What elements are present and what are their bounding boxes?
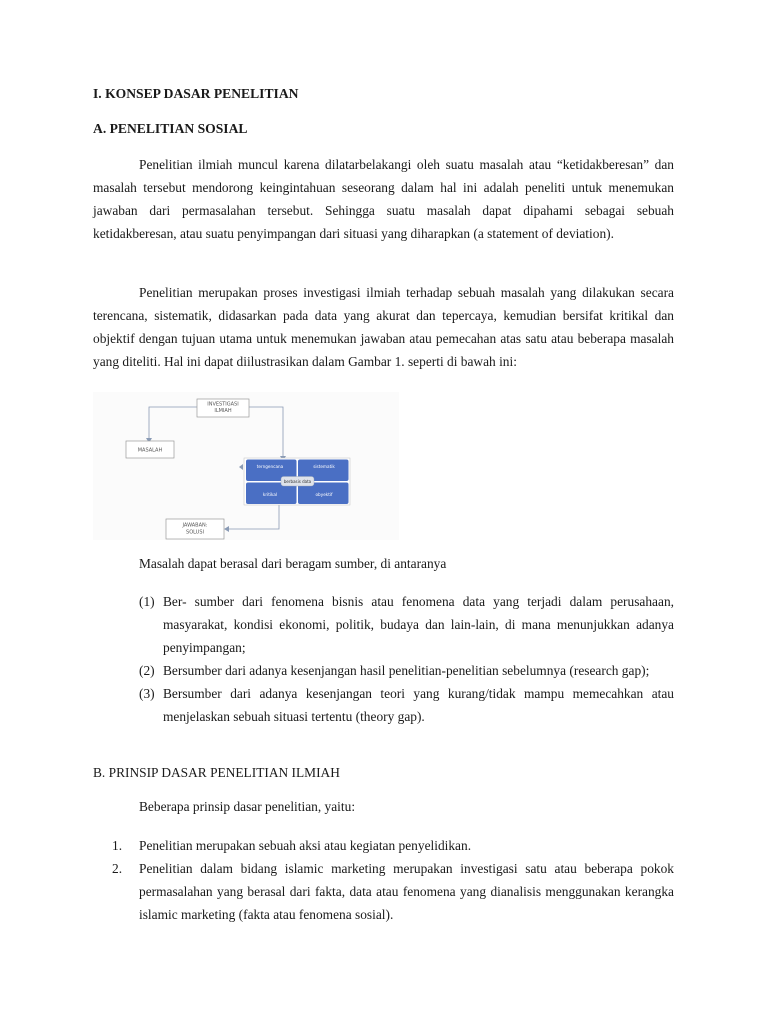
- investigasi-label: INVESTIGASI: [207, 401, 239, 408]
- principles-list: [112, 834, 674, 926]
- jawaban-solusi-box: [166, 519, 224, 539]
- jawaban-label: JAWABAN:: [182, 522, 208, 529]
- masalah-box: [126, 441, 174, 458]
- cell-kritikal-label: kritikal: [262, 492, 278, 497]
- research-diagram: [93, 392, 399, 540]
- center-label: berbasis data: [283, 479, 312, 484]
- section-heading-a: A. PENELITIAN SOSIAL: [93, 121, 248, 136]
- paragraph-1-text: Penelitian ilmiah muncul karena dilatarbelakangi oleh suatu masalah atau “ketidakberesan” dan masalah tersebut mendorong keingintahuan seseorang dalam hal ini adalah peneliti untuk menemukan jawaban dari permasalahan tersebut. Sehingga suatu masalah dapat dipahami sebagai sebuah ketidakberesan, atau suatu penyimpangan dari situasi yang diharapkan (a statement of deviation).: [93, 157, 674, 241]
- list-item: [139, 590, 674, 659]
- list-item-text: Ber- sumber dari fenomena bisnis atau fenomena data yang terjadi dalam perusahaan, masyarakat, kondisi ekonomi, politik, budaya dan lain-lain, di mana menunjukkan adanya penyimpangan;: [163, 594, 674, 655]
- solusi-label: SOLUSI: [186, 529, 204, 536]
- section-heading-b: B. PRINSIP DASAR PENELITIAN ILMIAH: [93, 765, 340, 780]
- list-item-number: 1.: [112, 838, 123, 853]
- principles-intro: Beberapa prinsip dasar penelitian, yaitu:: [139, 799, 356, 814]
- list-item-text: Penelitian dalam bidang islamic marketing merupakan investigasi satu atau beberapa pokok permasalahan yang berasal dari fakta, data atau fenomena yang dianalisis menggunakan kerangka islamic marketing (fakta atau fenomena sosial).: [139, 861, 674, 922]
- investigasi-ilmiah-box: [197, 399, 249, 417]
- list-item: [139, 682, 674, 728]
- cell-sistematik-label: sistematik: [313, 464, 335, 469]
- ilmiah-label: ILMIAH: [214, 408, 232, 414]
- list-item-text: Bersumber dari adanya kesenjangan hasil penelitian-penelitian sebelumnya (research gap);: [163, 663, 650, 678]
- paragraph-2-text: Penelitian merupakan proses investigasi ilmiah terhadap sebuah masalah yang dilakukan secara terencana, sistematik, didasarkan pada data yang akurat dan tepercaya, kemudian bersifat kritikal dan objektif dengan tujuan utama untuk menemukan jawaban atau pemecahan atas satu atau beberapa masalah yang diteliti. Hal ini dapat diilustrasikan dalam Gambar 1. seperti di bawah ini:: [93, 285, 674, 369]
- list-item-number: (2): [139, 663, 155, 678]
- list-item-number: 2.: [112, 861, 123, 876]
- characteristics-grid: [244, 458, 350, 505]
- masalah-label: MASALAH: [137, 447, 163, 454]
- paragraph-2: [93, 281, 674, 373]
- list-intro: Masalah dapat berasal dari beragam sumber, di antaranya: [139, 556, 447, 571]
- page-title: I. KONSEP DASAR PENELITIAN: [93, 86, 299, 101]
- list-item-text: Penelitian merupakan sebuah aksi atau kegiatan penyelidikan.: [139, 838, 472, 853]
- sources-list: [139, 590, 674, 728]
- cell-obyektif-label: obyektif: [315, 492, 333, 497]
- list-item: [112, 857, 674, 926]
- list-item: [139, 659, 674, 682]
- list-item-number: (1): [139, 594, 155, 609]
- list-item-text: Bersumber dari adanya kesenjangan teori yang kurang/tidak mampu memecahkan atau menjelaskan sebuah situasi tertentu (theory gap).: [163, 686, 674, 724]
- cell-terencana-label: terngencana: [256, 464, 284, 469]
- paragraph-1: [93, 153, 674, 245]
- list-item: [112, 834, 674, 857]
- list-item-number: (3): [139, 686, 155, 701]
